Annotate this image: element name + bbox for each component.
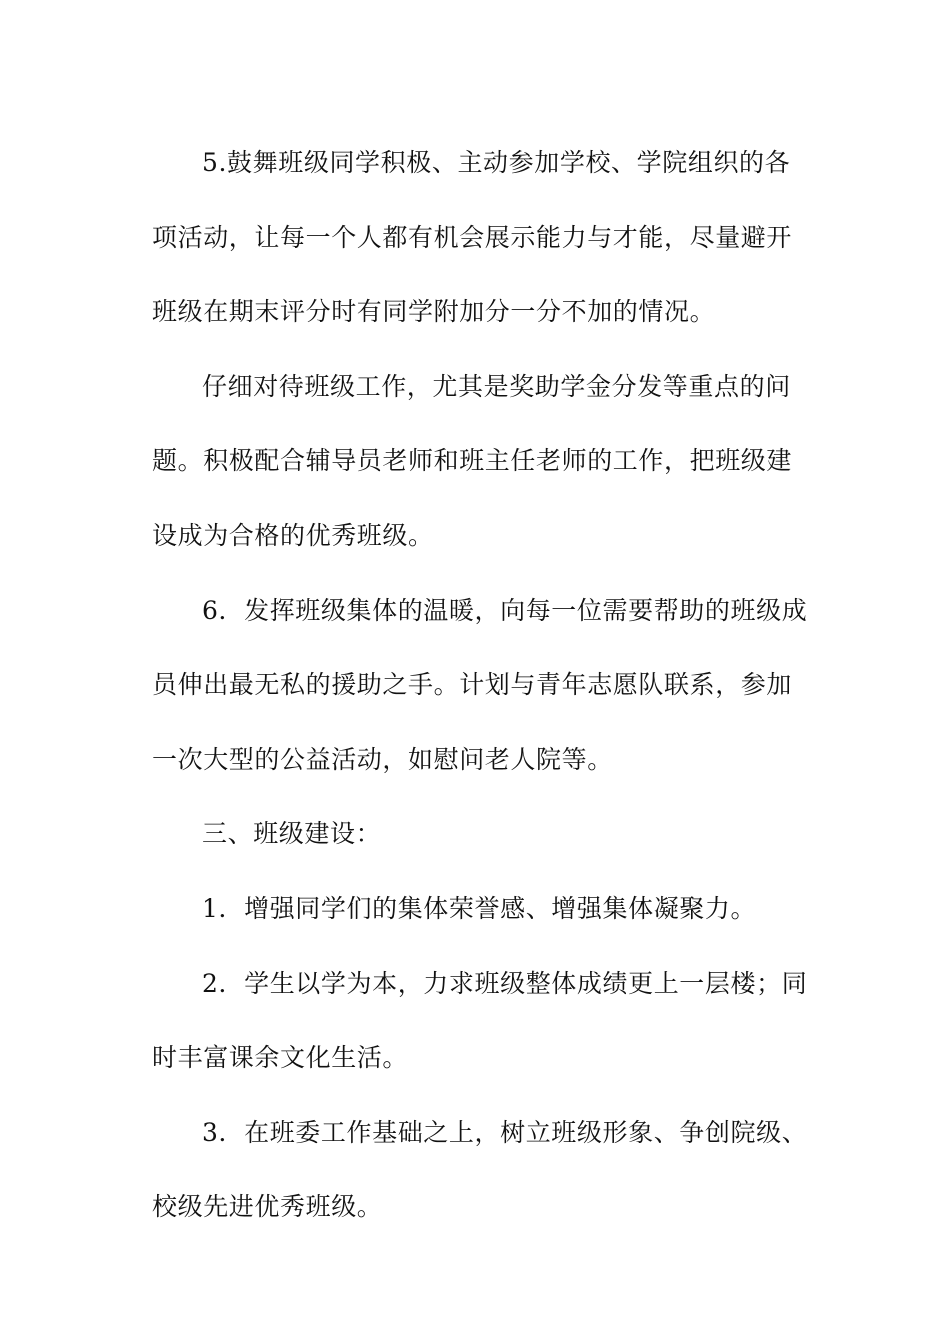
paragraph-line: 2．学生以学为本，力求班级整体成绩更上一层楼；同 — [202, 968, 808, 998]
document-body — [152, 126, 812, 1245]
paragraph-line: 班级在期末评分时有同学附加分一分不加的情况。 — [152, 297, 716, 327]
paragraph-line: 6．发挥班级集体的温暖，向每一位需要帮助的班级成 — [202, 595, 808, 625]
section-heading: 三、班级建设： — [202, 819, 382, 849]
paragraph-line: 员伸出最无私的援助之手。计划与青年志愿队联系，参加 — [152, 670, 793, 700]
paragraph-line: 一次大型的公益活动，如慰问老人院等。 — [152, 744, 613, 774]
paragraph-line: 校级先进优秀班级。 — [152, 1192, 383, 1222]
paragraph-line: 项活动，让每一个人都有机会展示能力与才能，尽量避开 — [152, 222, 793, 252]
paragraph-line: 时丰富课余文化生活。 — [152, 1043, 409, 1073]
paragraph-line: 仔细对待班级工作，尤其是奖助学金分发等重点的问 — [202, 371, 791, 401]
paragraph-line: 题。积极配合辅导员老师和班主任老师的工作，把班级建 — [152, 446, 793, 476]
paragraph-line: 1．增强同学们的集体荣誉感、增强集体凝聚力。 — [202, 893, 757, 923]
paragraph-line: 3．在班委工作基础之上，树立班级形象、争创院级、 — [202, 1117, 808, 1147]
paragraph-line: 设成为合格的优秀班级。 — [152, 520, 434, 550]
paragraph-line: 5.鼓舞班级同学积极、主动参加学校、学院组织的各 — [202, 148, 791, 177]
